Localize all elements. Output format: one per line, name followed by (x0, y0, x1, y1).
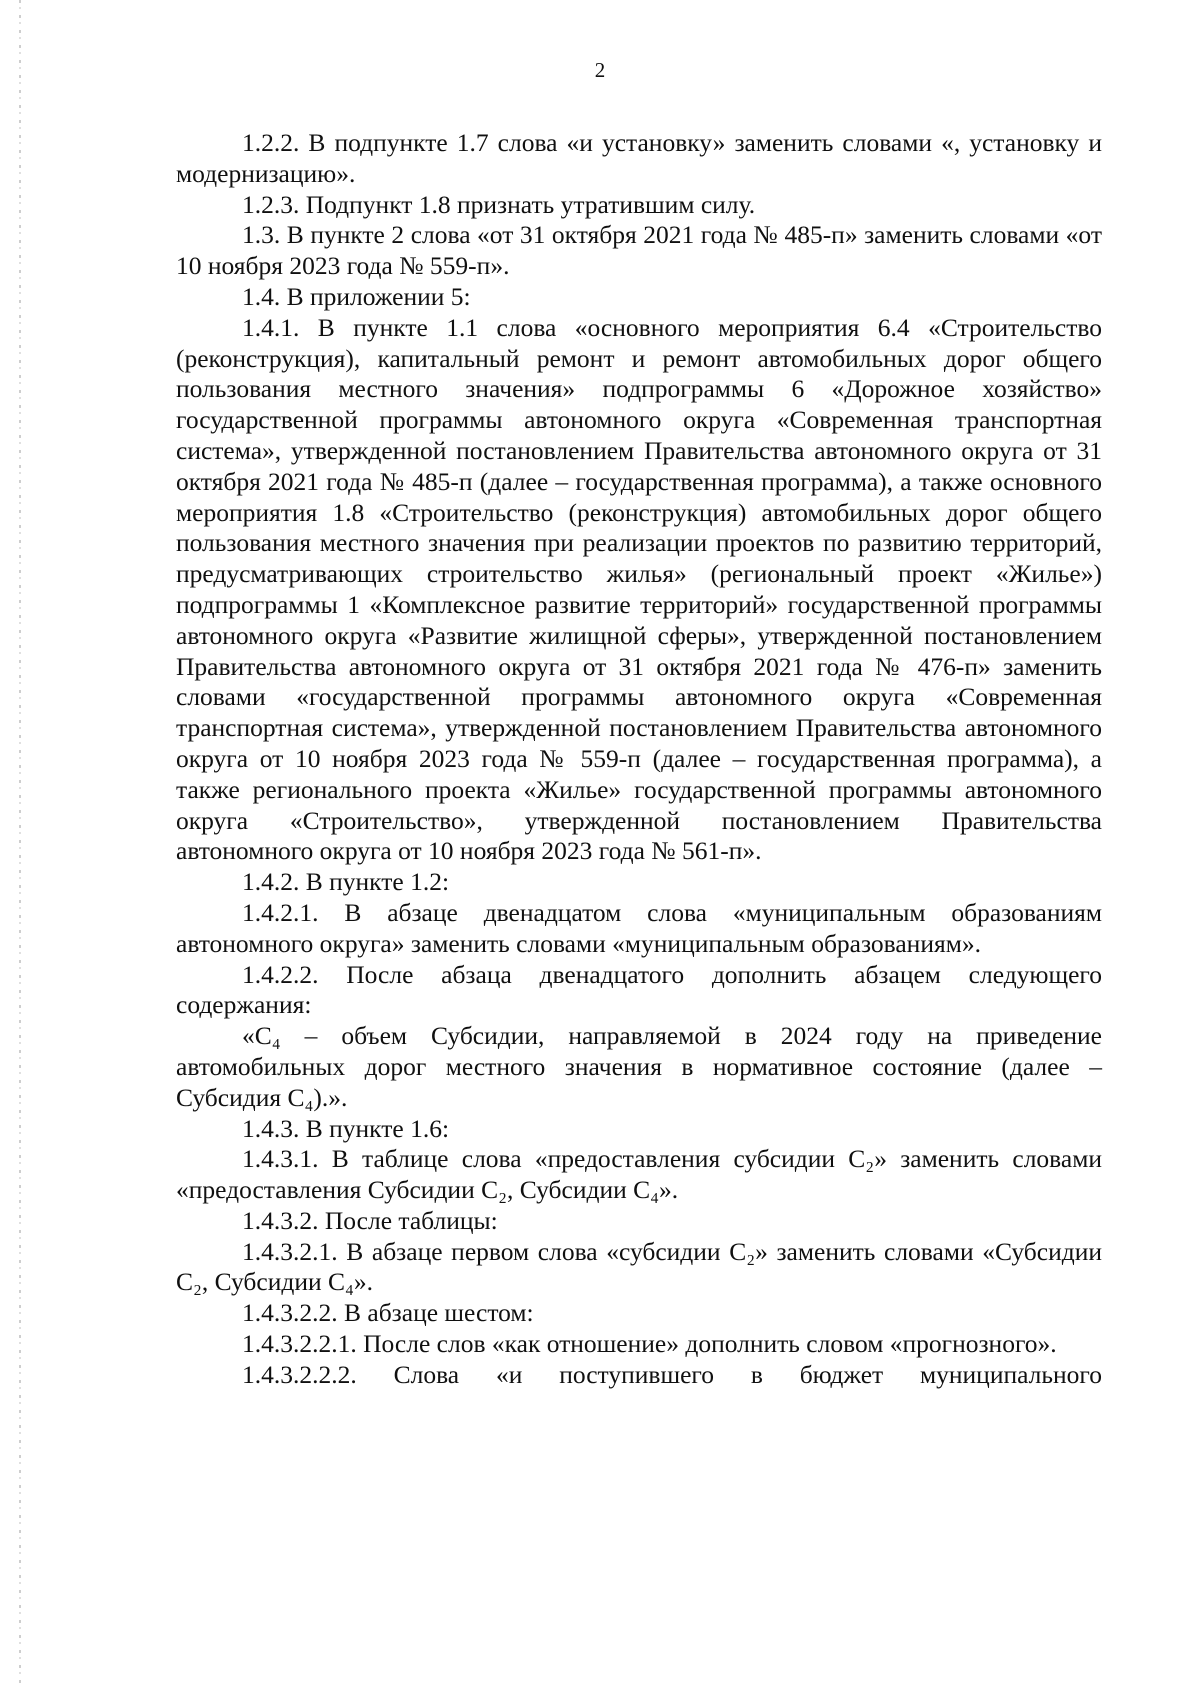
paragraph-1-4-2-2: 1.4.2.2. После абзаца двенадцатого дополнить абзацем следующего содержания: (176, 959, 1102, 1020)
paragraph-1-2-3: 1.2.3. Подпункт 1.8 признать утратившим силу. (242, 189, 756, 219)
paragraph-1-4-3-2-1: 1.4.3.2.1. В абзаце первом слова «субсидии С₂» заменить словами «Субсидии С₂, Субсидии С₄». (176, 1236, 1102, 1297)
paragraph-1-3: 1.3. В пункте 2 слова «от 31 октября 2021 года № 485-п» заменить словами «от 10 ноября 2023 года № 559-п». (176, 220, 1102, 281)
paragraph-1-2-2: 1.2.2. В подпункте 1.7 слова «и установку» заменить словами «, установку и модернизацию». (176, 128, 1102, 188)
paragraph-1-4-3: 1.4.3. В пункте 1.6: (242, 1113, 450, 1143)
paragraph-1-4-3-2-2-1: 1.4.3.2.2.1. После слов «как отношение» дополнить словом «прогнозного». (242, 1329, 1057, 1359)
paragraph-c4-definition: «С₄ – объем Субсидии, направляемой в 2024 году на приведение автомобильных дорог местного значения в нормативное состояние (далее – Субсидия С₄).». (176, 1021, 1102, 1112)
paragraph-1-4-3-1: 1.4.3.1. В таблице слова «предоставления субсидии С₂» заменить словами «предоставления Субсидии С₂, Субсидии С₄». (176, 1144, 1102, 1205)
paragraph-1-4-3-2: 1.4.3.2. После таблицы: (242, 1205, 498, 1235)
document-body (176, 128, 1102, 1391)
paragraph-1-4-2-1: 1.4.2.1. В абзаце двенадцатом слова «муниципальным образованиям автономного округа» заменить словами «муниципальным образованиям». (176, 897, 1102, 958)
paragraph-1-4-3-2-2: 1.4.3.2.2. В абзаце шестом: (242, 1298, 534, 1328)
paragraph-1-4-1: 1.4.1. В пункте 1.1 слова «основного мероприятия 6.4 «Строительство (реконструкция), капитальный ремонт и ремонт автомобильных дорог общего пользования местного значения» подпрограммы 6 «Дорожное хозяйство» государственной программы автономного округа «Современная транспортная система», утвержденной постановлением Правительства автономного округа от 31 октября 2021 года № 485-п (далее – государственная программа), а также основного мероприятия 1.8 «Строительство (реконструкция) автомобильных дорог общего пользования местного значения при реализации проектов по развитию территорий, предусматривающих строительство жилья» (региональный проект «Жилье») подпрограммы 1 «Комплексное развитие территорий» государственной программы автономного округа «Развитие жилищной сферы», утвержденной постановлением Правительства автономного округа от 31 октября 2021 года № 476-п» заменить словами «государственной программы автономного округа «Современная транспортная система», утвержденной постановлением Правительства автономного округа от 10 ноября 2023 года № 559-п (далее – государственная программа), а также регионального проекта «Жилье» государственной программы автономного округа «Строительство», утвержденной постановлением Правительства автономного округа от 10 ноября 2023 года № 561-п». (176, 312, 1102, 866)
page-number: 2 (594, 58, 606, 82)
paragraph-1-4-2: 1.4.2. В пункте 1.2: (242, 867, 450, 897)
paragraph-1-4-3-2-2-2: 1.4.3.2.2.2. Слова «и поступившего в бюджет муниципального (242, 1359, 1102, 1389)
paragraph-1-4: 1.4. В приложении 5: (242, 281, 471, 311)
scan-edge-artifact (19, 0, 21, 1686)
